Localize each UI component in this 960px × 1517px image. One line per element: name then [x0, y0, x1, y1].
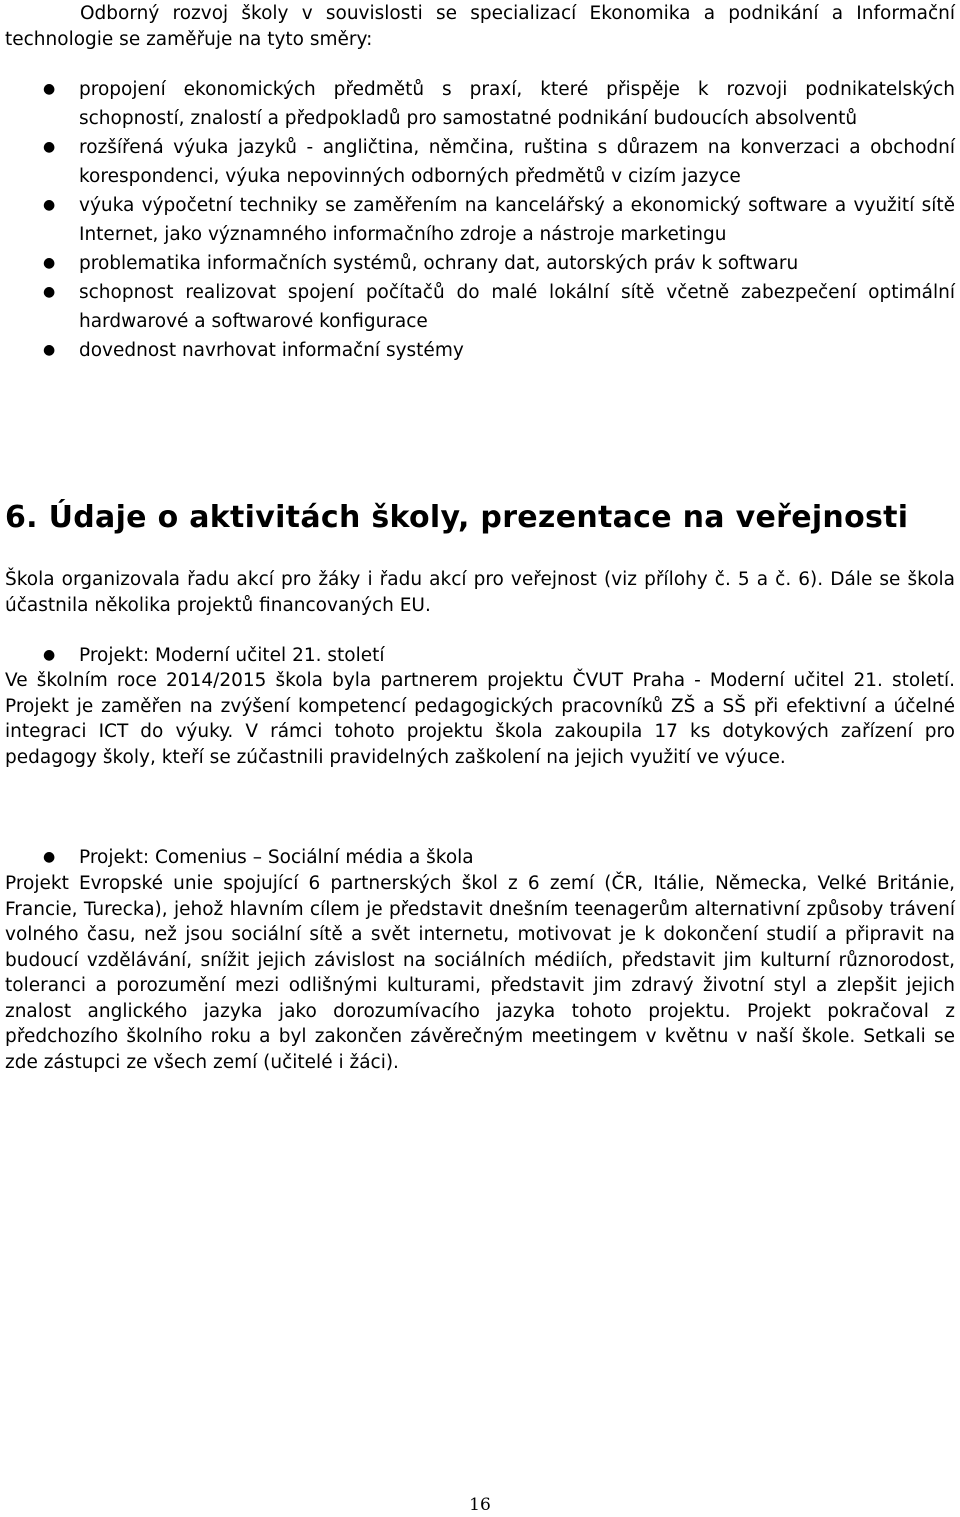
bullet-icon: ● — [43, 255, 56, 271]
page-number: 16 — [469, 1495, 491, 1515]
project2-text: Projekt Evropské unie spojující 6 partnerských škol z 6 zemí (ČR, Itálie, Německa, Velké Británie, Francie, Turecka), jehož hlavním cílem je představit dnešním teenagerům alternativní způsoby trávení volného času, než jsou sociální sítě a svět internetu, motivovat je k dokončení studií a připravit na budoucí vzdělávání, snížit jejich závislost na sociálních médiích, představit jim kulturní různorodost, toleranci a porozumění mezi odlišnými kulturami, představit jim zdravý životní styl a zlepšit jejich znalost anglického jazyka jako dorozumívacího jazyka tohoto projektu. Projekt pokračoval z předchozího školního roku a byl zakončen závěrečným meetingem v květnu v naší škole. Setkali se zde zástupci ze všech zemí (učitelé i žáci). — [5, 873, 955, 1073]
project1-title: Projekt: Moderní učitel 21. století — [79, 645, 385, 666]
focus-areas-list — [0, 75, 955, 365]
project1-text: Ve školním roce 2014/2015 škola byla partnerem projektu ČVUT Praha - Moderní učitel 21. století. Projekt je zaměřen na zvýšení kompetencí pedagogických pracovníků ZŠ a SŠ při efektivní a účelné integraci ICT do výuky. V rámci tohoto projektu škola zakoupila 17 ks dotykových zařízení pro pedagogy školy, kteří se zúčastnili pravidelných zaškolení na jejich využití ve výuce. — [5, 670, 955, 768]
list-item: ● problematika informačních systémů, ochrany dat, autorských práv k softwaru — [0, 249, 955, 278]
bullet-icon: ● — [43, 284, 56, 300]
section-heading: 6. Údaje o aktivitách školy, prezentace na veřejnosti — [5, 500, 909, 535]
bullet-icon: ● — [43, 139, 56, 155]
list-item: ● rozšířená výuka jazyků - angličtina, němčina, ruština s důrazem na konverzaci a obchodní korespondenci, výuka nepovinných odborných předmětů v cizím jazyce — [0, 133, 955, 191]
list-item: ● dovednost navrhovat informační systémy — [0, 336, 955, 365]
bullet-icon: ● — [43, 81, 56, 97]
project2-title: Projekt: Comenius – Sociální média a škola — [79, 847, 474, 868]
list-item: ● propojení ekonomických předmětů s praxí, které přispěje k rozvoji podnikatelských schopností, znalostí a předpokladů pro samostatné podnikání budoucích absolventů — [0, 75, 955, 133]
list-item: ● schopnost realizovat spojení počítačů do malé lokální sítě včetně zabezpečení optimální hardwarové a softwarové konfigurace — [0, 278, 955, 336]
intro-paragraph: Odborný rozvoj školy v souvislosti se specializací Ekonomika a podnikání a Informační technologie se zaměřuje na tyto směry: — [5, 3, 955, 50]
bullet-icon: ● — [43, 342, 56, 358]
school-activities-paragraph: Škola organizovala řadu akcí pro žáky i řadu akcí pro veřejnost (viz přílohy č. 5 a č. 6). Dále se škola účastnila několika projektů financovaných EU. — [5, 569, 955, 616]
bullet-icon: ● — [43, 849, 56, 865]
bullet-icon: ● — [43, 647, 56, 663]
bullet-icon: ● — [43, 197, 56, 213]
list-item: ● výuka výpočetní techniky se zaměřením na kancelářský a ekonomický software a využití sítě Internet, jako významného informačního zdroje a nástroje marketingu — [0, 191, 955, 249]
